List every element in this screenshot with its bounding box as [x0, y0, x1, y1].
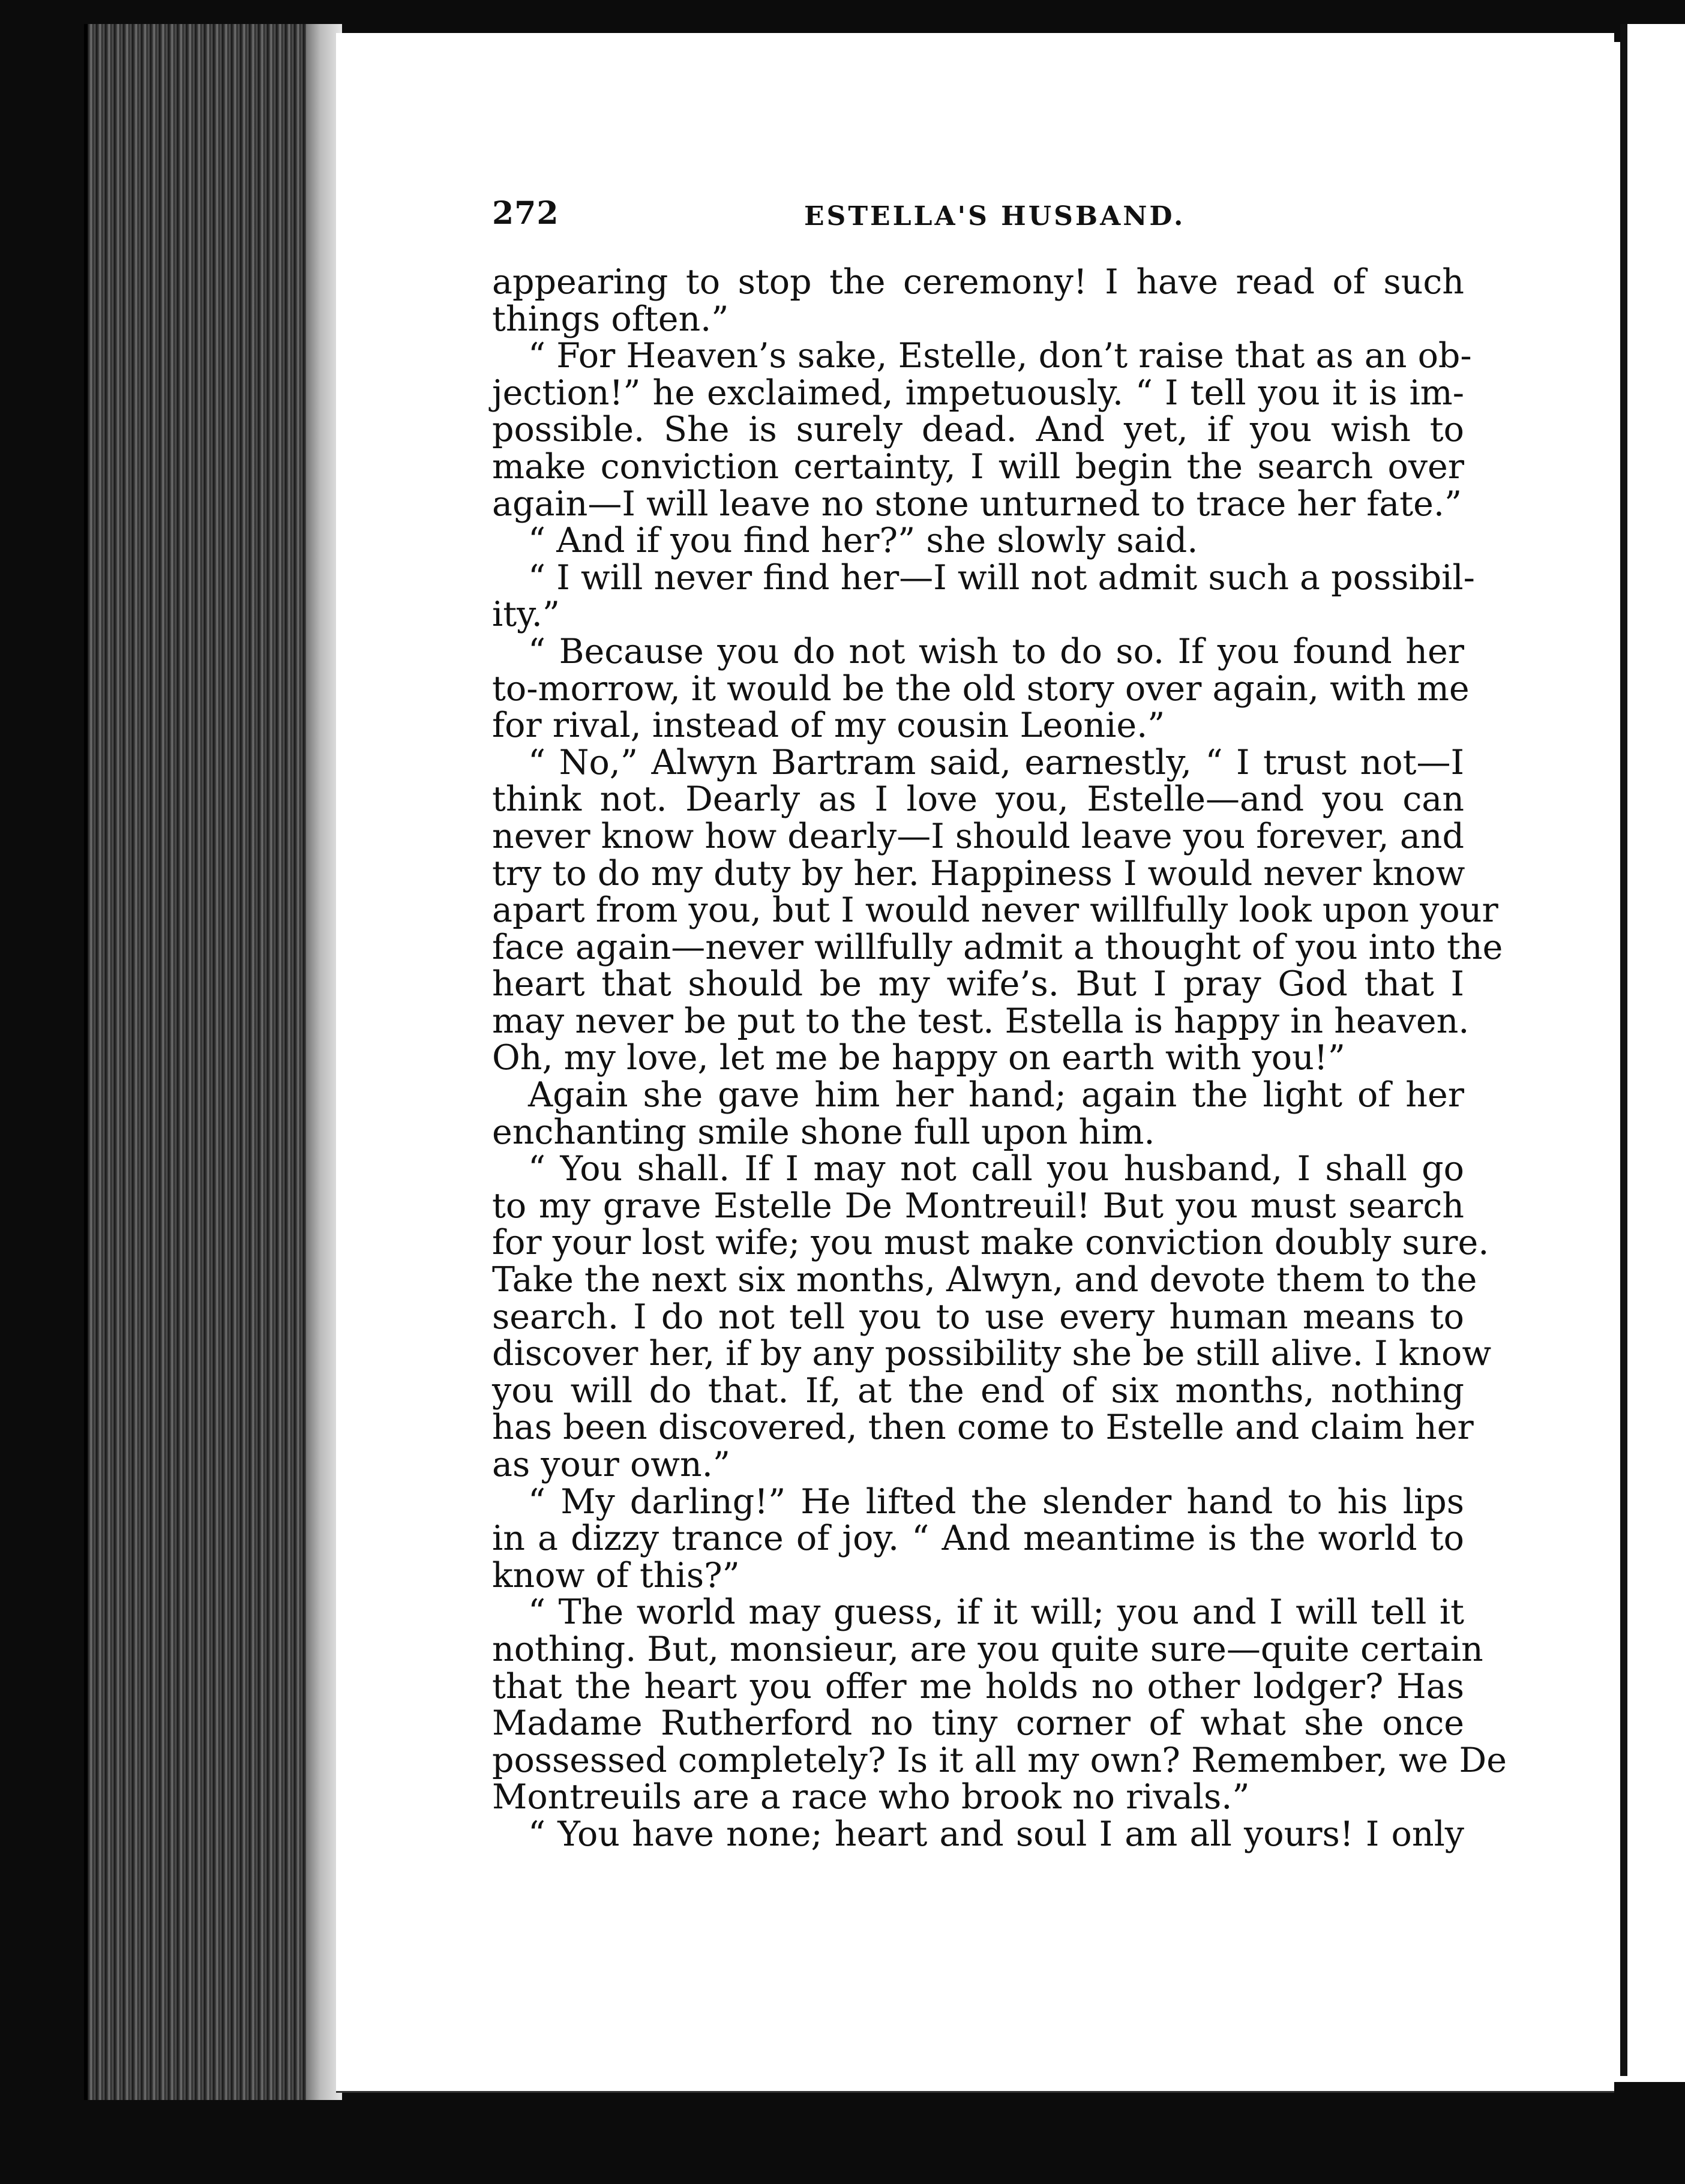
text-line: “ My darling!” He lifted the slender hand to his lips — [528, 1481, 1464, 1522]
text-line: again—I will leave no stone unturned to trace her fate.” — [492, 484, 1462, 524]
text-line: possessed completely? Is it all my own? Remember, we De — [492, 1740, 1507, 1780]
text-line: apart from you, but I would never willfully look upon your — [492, 890, 1498, 931]
text-line: think not. Dearly as I love you, Estelle—and you can — [492, 779, 1464, 820]
text-line: in a dizzy trance of joy. “ And meantime is the world to — [492, 1519, 1464, 1559]
text-line: “ No,” Alwyn Bartram said, earnestly, “ I trust not—I — [528, 742, 1464, 782]
text-line: enchanting smile shone full upon him. — [492, 1112, 1155, 1152]
page-header — [492, 195, 1464, 243]
text-line: Madame Rutherford no tiny corner of what she once — [492, 1703, 1464, 1744]
text-line: “ Because you do not wish to do so. If you found her — [528, 631, 1464, 671]
text-line: know of this?” — [492, 1555, 740, 1595]
scan-left-background — [0, 0, 90, 2184]
text-line: “ The world may guess, if it will; you and I will tell it — [528, 1592, 1464, 1633]
text-line: as your own.” — [492, 1445, 731, 1484]
scan-right-border — [1620, 24, 1627, 2076]
text-line: make conviction certainty, I will begin the search over — [492, 446, 1464, 487]
text-line: “ For Heaven’s sake, Estelle, don’t raise that as an ob- — [528, 336, 1472, 376]
text-line: discover her, if by any possibility she be still alive. I know — [492, 1334, 1492, 1374]
text-line: face again—never willfully admit a thought of you into the — [492, 927, 1503, 967]
text-line: things often.” — [492, 299, 729, 339]
page-number: 272 — [492, 195, 559, 232]
text-line: heart that should be my wife’s. But I pray God that I — [492, 964, 1464, 1004]
running-title: ESTELLA'S HUSBAND. — [804, 201, 1186, 232]
text-line: nothing. But, monsieur, are you quite sure—quite certain — [492, 1629, 1483, 1669]
text-line: possible. She is surely dead. And yet, if you wish to — [492, 410, 1464, 450]
text-line: for rival, instead of my cousin Leonie.” — [492, 706, 1165, 746]
text-line: ity.” — [492, 595, 560, 635]
text-line: Take the next six months, Alwyn, and devote them to the — [492, 1260, 1477, 1300]
text-line: appearing to stop the ceremony! I have read of such — [492, 262, 1464, 302]
text-line: “ And if you find her?” she slowly said. — [528, 521, 1198, 561]
text-line: search. I do not tell you to use every human means to — [492, 1297, 1464, 1337]
text-line: you will do that. If, at the end of six months, nothing — [492, 1370, 1464, 1411]
page-body-text — [492, 262, 1507, 1854]
text-line: jection!” he exclaimed, impetuously. “ I tell you it is im- — [492, 373, 1464, 413]
text-line: has been discovered, then come to Estelle and claim her — [492, 1408, 1474, 1448]
text-line: to-morrow, it would be the old story over again, with me — [492, 668, 1470, 709]
text-line: Montreuils are a race who brook no rivals.” — [492, 1777, 1250, 1817]
text-line: Again she gave him her hand; again the light of her — [528, 1075, 1464, 1115]
text-line: to my grave Estelle De Montreuil! But you must search — [492, 1186, 1464, 1226]
text-line: that the heart you offer me holds no other lodger? Has — [492, 1666, 1464, 1706]
text-line: Oh, my love, let me be happy on earth with you!” — [492, 1038, 1345, 1078]
book-page-edges — [84, 24, 340, 2100]
text-line: “ You shall. If I may not call you husband, I shall go — [528, 1149, 1464, 1189]
text-line: for your lost wife; you must make conviction doubly sure. — [492, 1223, 1489, 1263]
text-line: “ I will never find her—I will not admit such a possibil- — [528, 557, 1475, 598]
text-line: may never be put to the test. Estella is happy in heaven. — [492, 1001, 1470, 1041]
text-line: never know how dearly—I should leave you forever, and — [492, 816, 1464, 856]
facing-page-margin — [1627, 24, 1685, 2082]
text-line: try to do my duty by her. Happiness I would never know — [492, 853, 1465, 893]
text-line: “ You have none; heart and soul I am all yours! I only — [528, 1814, 1464, 1854]
